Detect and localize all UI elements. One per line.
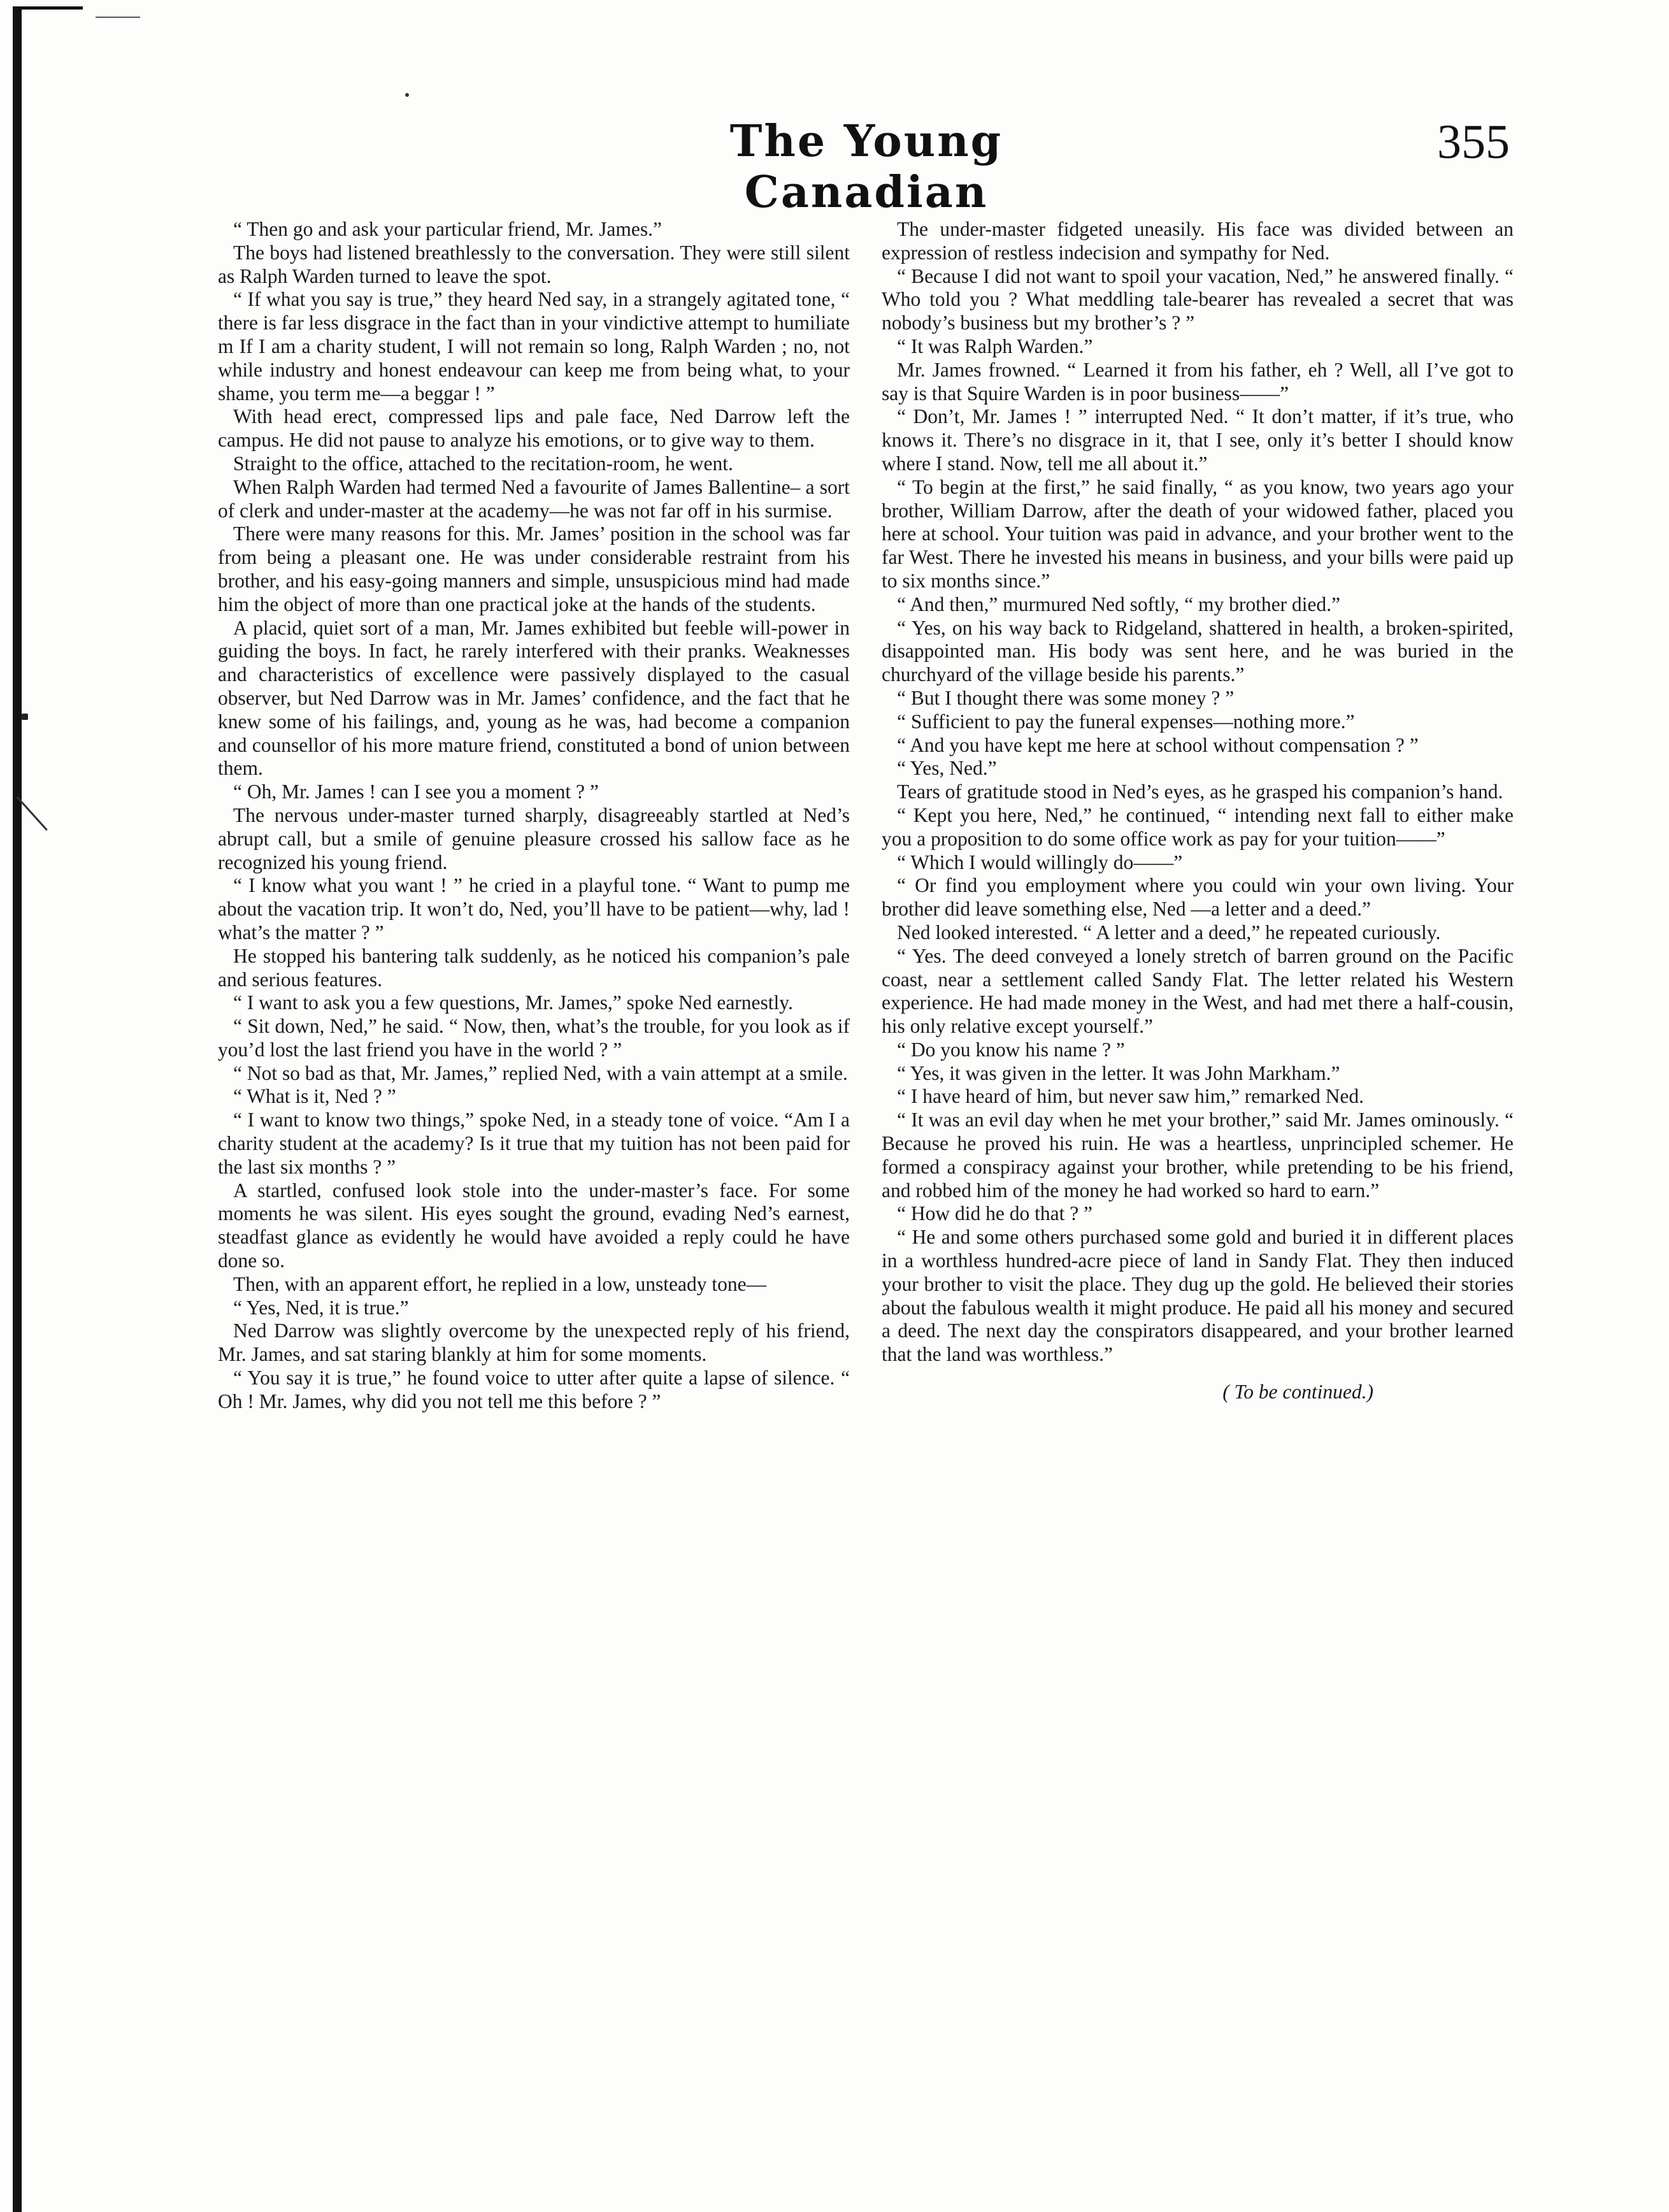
paragraph: “ Yes. The deed conveyed a lonely stretch of barren ground on the Pacific coast, near a settlement called Sandy Flat. The letter related his Western experience. He had made money in the West, and had met there a half-cousin, his only relative except yourself.” [882, 944, 1514, 1038]
paragraph: “ To begin at the first,” he said finally, “ as you know, two years ago your brother, William Darrow, after the death of your widowed father, placed you here at school. Your tuition was paid in advance, and your brother went to the far West. There he invested his means in business, and your bills were paid up to six months since.” [882, 475, 1514, 592]
binding-margin-rule [13, 6, 22, 2212]
binding-top-tick [13, 6, 83, 10]
paragraph: He stopped his bantering talk suddenly, as he noticed his companion’s pale and serious features. [218, 944, 850, 991]
paragraph: “ I want to ask you a few questions, Mr. James,” spoke Ned earnestly. [233, 991, 793, 1014]
to-be-continued: ( To be continued.) [1222, 1381, 1373, 1404]
paragraph: The under-master fidgeted uneasily. His face was divided between an expression of restless indecision and sympathy for Ned. [882, 218, 1514, 264]
paragraph: The boys had listened breathlessly to the conversation. They were still silent as Ralph Warden turned to leave the spot. [218, 241, 850, 287]
paragraph: “ He and some others purchased some gold and buried it in different places in a worthless hundred-acre piece of land in Sandy Flat. They then induced your brother to visit the place. They dug up the gold. He believed their stories about the fabulous wealth it might produce. He paid all his money and secured a deed. The next day the conspirators disappeared, and your brother learned that the land was worthless.” [882, 1226, 1514, 1366]
paragraph: Tears of gratitude stood in Ned’s eyes, as he grasped his companion’s hand. [897, 780, 1503, 803]
paragraph: “ If what you say is true,” they heard Ned say, in a strangely agitated tone, “ there is far less disgrace in the fact than in your vindictive attempt to humiliate m If I am a charity student, I will not remain so long, Ralph Warden ; no, not while industry and honest endeavour can keep me from being what, to your shame, you term me—a beggar ! ” [218, 288, 850, 405]
right-column [882, 218, 1514, 1404]
paragraph: “ Not so bad as that, Mr. James,” replied Ned, with a vain attempt at a smile. [233, 1061, 848, 1084]
margin-dash-mark [96, 17, 140, 18]
paragraph: “ Yes, it was given in the letter. It was John Markham.” [897, 1061, 1340, 1084]
paragraph: “ And then,” murmured Ned softly, “ my brother died.” [897, 592, 1341, 615]
paragraph: “ And you have kept me here at school without compensation ? ” [897, 733, 1419, 756]
paragraph: “ Then go and ask your particular friend, Mr. James.” [233, 218, 662, 240]
paragraph: “ Oh, Mr. James ! can I see you a moment ? ” [233, 780, 599, 803]
paragraph: Ned Darrow was slightly overcome by the unexpected reply of his friend, Mr. James, and sat staring blankly at him for some moments. [218, 1319, 850, 1366]
paragraph: “ I want to know two things,” spoke Ned, in a steady tone of voice. “Am I a charity student at the academy? Is it true that my tuition has not been paid for the last six months ? ” [218, 1109, 850, 1178]
paragraph: “ Don’t, Mr. James ! ” interrupted Ned. “ It don’t matter, if it’s true, who knows it. There’s no disgrace in it, that I see, only it’s better I should know where I stand. Now, tell me all about it.” [882, 405, 1514, 475]
paragraph: “ I know what you want ! ” he cried in a playful tone. “ Want to pump me about the vacation trip. It won’t do, Ned, you’ll have to be patient—why, lad ! what’s the matter ? ” [218, 874, 850, 944]
paragraph: “ What is it, Ned ? ” [233, 1085, 396, 1108]
paragraph: “ Which I would willingly do——” [897, 851, 1183, 873]
paragraph: “ Sit down, Ned,” he said. “ Now, then, what’s the trouble, for you look as if you’d lost the last friend you have in the world ? ” [218, 1015, 850, 1061]
paragraph: “ Or find you employment where you could win your own living. Your brother did leave something else, Ned —a letter and a deed.” [882, 874, 1514, 921]
paragraph: With head erect, compressed lips and pale face, Ned Darrow left the campus. He did not pause to analyze his emotions, or to give way to them. [218, 405, 850, 452]
paragraph: “ I have heard of him, but never saw him,” remarked Ned. [897, 1085, 1364, 1108]
paragraph: A startled, confused look stole into the under-master’s face. For some moments he was silent. His eyes sought the ground, evading Ned’s earnest, steadfast glance as evidently he would have avoided a reply could he have done so. [218, 1179, 850, 1272]
paragraph: “ But I thought there was some money ? ” [897, 686, 1235, 709]
paragraph: “ It was Ralph Warden.” [897, 334, 1093, 357]
paragraph: “ Yes, on his way back to Ridgeland, shattered in health, a broken-spirited, disappointed man. His body was sent here, and he was buried in the churchyard of the village beside his parents.” [882, 616, 1514, 686]
paragraph: Mr. James frowned. “ Learned it from his father, eh ? Well, all I’ve got to say is that Squire Warden is in poor business——” [882, 358, 1514, 405]
running-title: The Young Canadian [729, 116, 1003, 218]
paragraph: “ It was an evil day when he met your brother,” said Mr. James ominously. “ Because he proved his ruin. He was a heartless, unprincipled schemer. He formed a conspiracy against your brother, while pretending to be his friend, and robbed him of the money he had worked so hard to earn.” [882, 1109, 1514, 1202]
right-column-paragraphs [882, 218, 1514, 1367]
paragraph: “ You say it is true,” he found voice to utter after quite a lapse of silence. “ Oh ! Mr. James, why did you not tell me this before ? ” [218, 1367, 850, 1412]
paragraph: “ Yes, Ned, it is true.” [233, 1296, 409, 1319]
print-speck [405, 93, 409, 97]
paragraph: The nervous under-master turned sharply, disagreeably startled at Ned’s abrupt call, but a smile of genuine pleasure crossed his sallow face as he recognized his young friend. [218, 803, 850, 873]
page-number: 355 [1437, 115, 1510, 169]
paragraph: When Ralph Warden had termed Ned a favourite of James Ballentine– a sort of clerk and under-master at the academy—he was not far off in his surmise. [218, 475, 850, 522]
paragraph: “ Kept you here, Ned,” he continued, “ intending next fall to either make you a proposition to do some office work as pay for your tuition——” [882, 803, 1514, 850]
paragraph: Ned looked interested. “ A letter and a deed,” he repeated curiously. [897, 921, 1441, 944]
paragraph: A placid, quiet sort of a man, Mr. James exhibited but feeble will-power in guiding the boys. In fact, he rarely interfered with their pranks. Weaknesses and characteristics of excellence were passively displayed to the casual observer, but Ned Darrow was in Mr. James’ confidence, and the fact that he knew some of his failings, and, young as he was, had become a companion and counsellor of his more mature friend, constituted a bond of union between them. [218, 616, 850, 780]
paragraph: “ How did he do that ? ” [897, 1202, 1093, 1225]
paragraph: Then, with an apparent effort, he replied in a low, unsteady tone— [233, 1272, 767, 1295]
margin-speck [22, 714, 28, 720]
paragraph: “ Sufficient to pay the funeral expenses—nothing more.” [897, 710, 1355, 733]
paragraph: Straight to the office, attached to the recitation-room, he went. [233, 452, 733, 475]
paragraph: “ Do you know his name ? ” [897, 1038, 1125, 1061]
paragraph: “ Yes, Ned.” [897, 757, 997, 780]
left-column [218, 218, 850, 1414]
paragraph: “ Because I did not want to spoil your vacation, Ned,” he answered finally. “ Who told you ? What meddling tale-bearer has revealed a secret that was nobody’s business but my brother’s ? ” [882, 264, 1514, 334]
paragraph: There were many reasons for this. Mr. James’ position in the school was far from being a pleasant one. He was under considerable restraint from his brother, and his easy-going manners and simple, unsuspicious mind had made him the object of more than one practical joke at the hands of the students. [218, 522, 850, 615]
